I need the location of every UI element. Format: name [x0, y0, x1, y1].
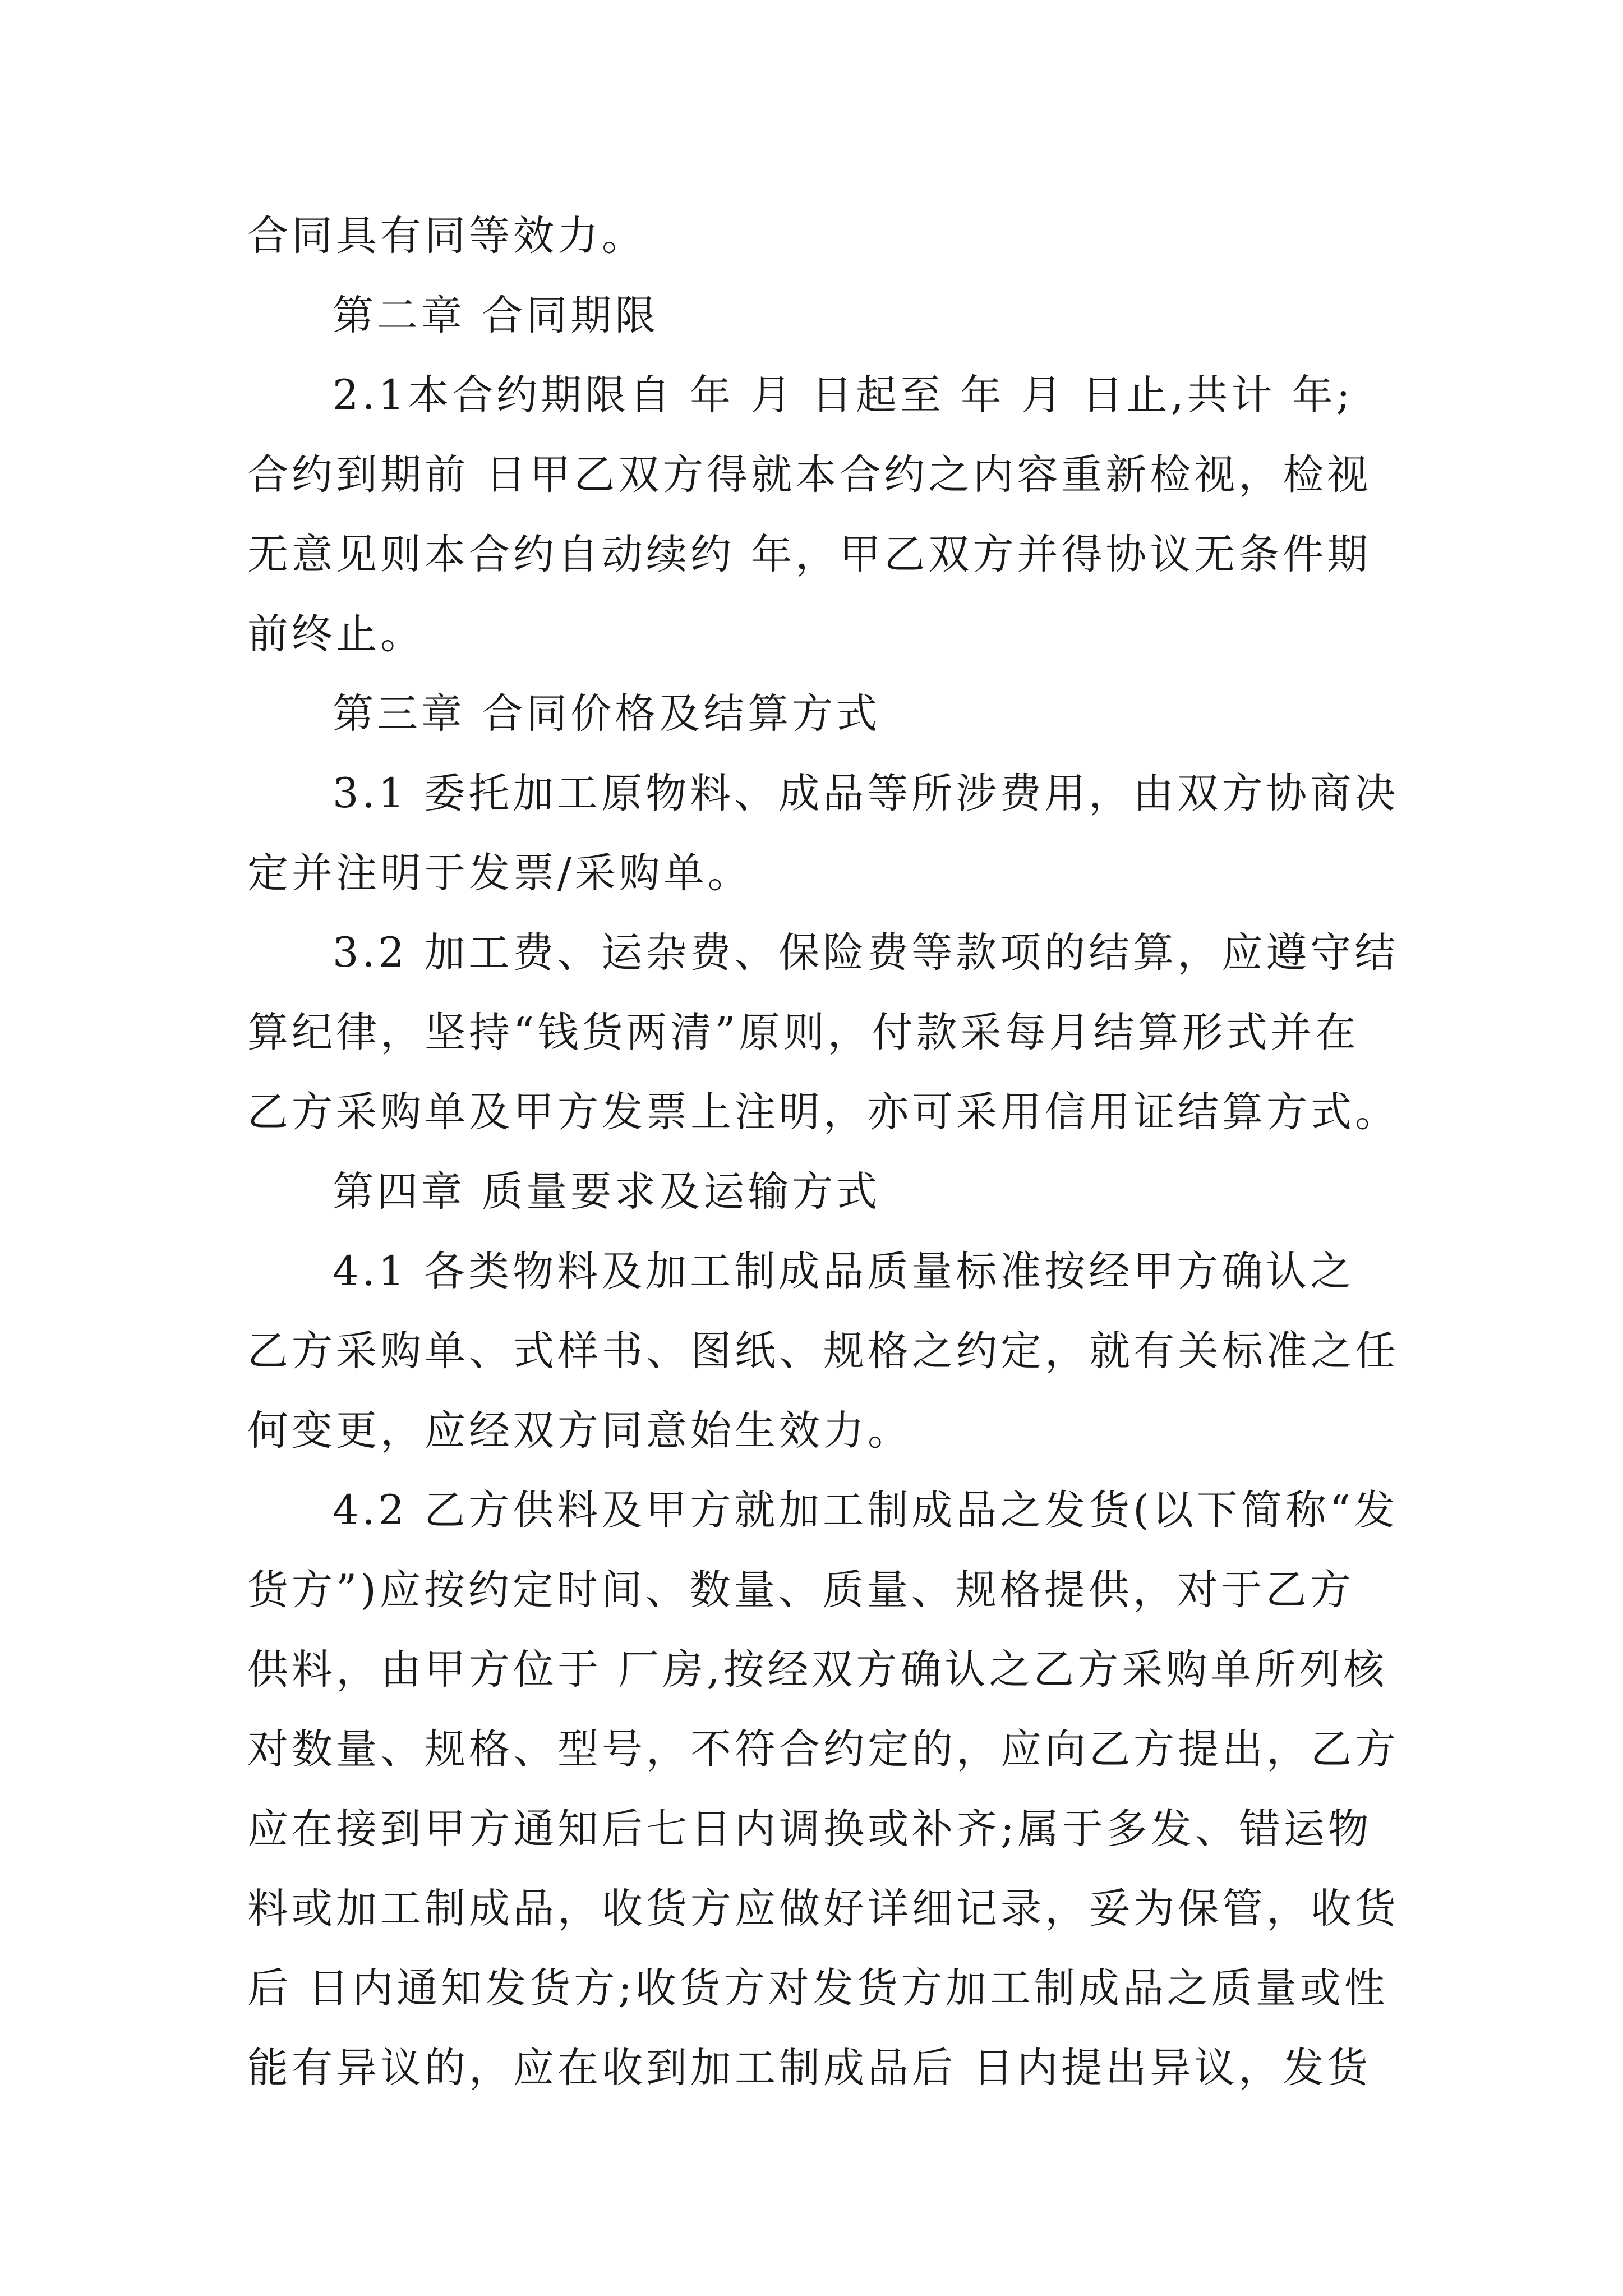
text-line: 乙方采购单、式样书、图纸、规格之约定，就有关标准之任: [247, 1327, 1399, 1375]
chapter-heading: 第四章 质量要求及运输方式: [333, 1168, 881, 1216]
text-line: 对数量、规格、型号，不符合约定的，应向乙方提出，乙方: [247, 1726, 1399, 1773]
chapter-heading: 第二章 合同期限: [333, 292, 660, 339]
text-line: 能有异议的，应在收到加工制成品后 日内提出异议，发货: [247, 2044, 1372, 2092]
text-line: 3.1 委托加工原物料、成品等所涉费用，由双方协商决: [333, 770, 1399, 817]
text-line: 合约到期前 日甲乙双方得就本合约之内容重新检视，检视: [247, 451, 1372, 499]
text-line: 前终止。: [247, 610, 425, 658]
text-line: 料或加工制成品，收货方应做好详细记录，妥为保管，收货: [247, 1885, 1399, 1932]
text-line: 应在接到甲方通知后七日内调换或补齐;属于多发、错运物: [247, 1805, 1372, 1853]
chapter-heading: 第三章 合同价格及结算方式: [333, 690, 881, 738]
text-line: 何变更，应经双方同意始生效力。: [247, 1407, 912, 1455]
text-line: 算纪律，坚持“钱货两清”原则，付款采每月结算形式并在: [247, 1009, 1359, 1056]
text-line: 定并注明于发票/采购单。: [247, 849, 752, 897]
text-line: 4.1 各类物料及加工制成品质量标准按经甲方确认之: [333, 1248, 1355, 1295]
text-line: 2.1本合约期限自 年 月 日起至 年 月 日止,共计 年;: [333, 371, 1354, 419]
text-line: 合同具有同等效力。: [247, 212, 646, 260]
text-line: 4.2 乙方供料及甲方就加工制成品之发货(以下简称“发: [333, 1487, 1399, 1534]
text-line: 3.2 加工费、运杂费、保险费等款项的结算，应遵守结: [333, 929, 1399, 977]
text-line: 后 日内通知发货方;收货方对发货方加工制成品之质量或性: [247, 1964, 1389, 2012]
text-line: 乙方采购单及甲方发票上注明，亦可采用信用证结算方式。: [247, 1088, 1399, 1136]
text-line: 货方”)应按约定时间、数量、质量、规格提供，对于乙方: [247, 1566, 1354, 1614]
text-line: 无意见则本合约自动续约 年，甲乙双方并得协议无条件期: [247, 531, 1372, 578]
text-line: 供料，由甲方位于 厂房,按经双方确认之乙方采购单所列核: [247, 1646, 1388, 1694]
